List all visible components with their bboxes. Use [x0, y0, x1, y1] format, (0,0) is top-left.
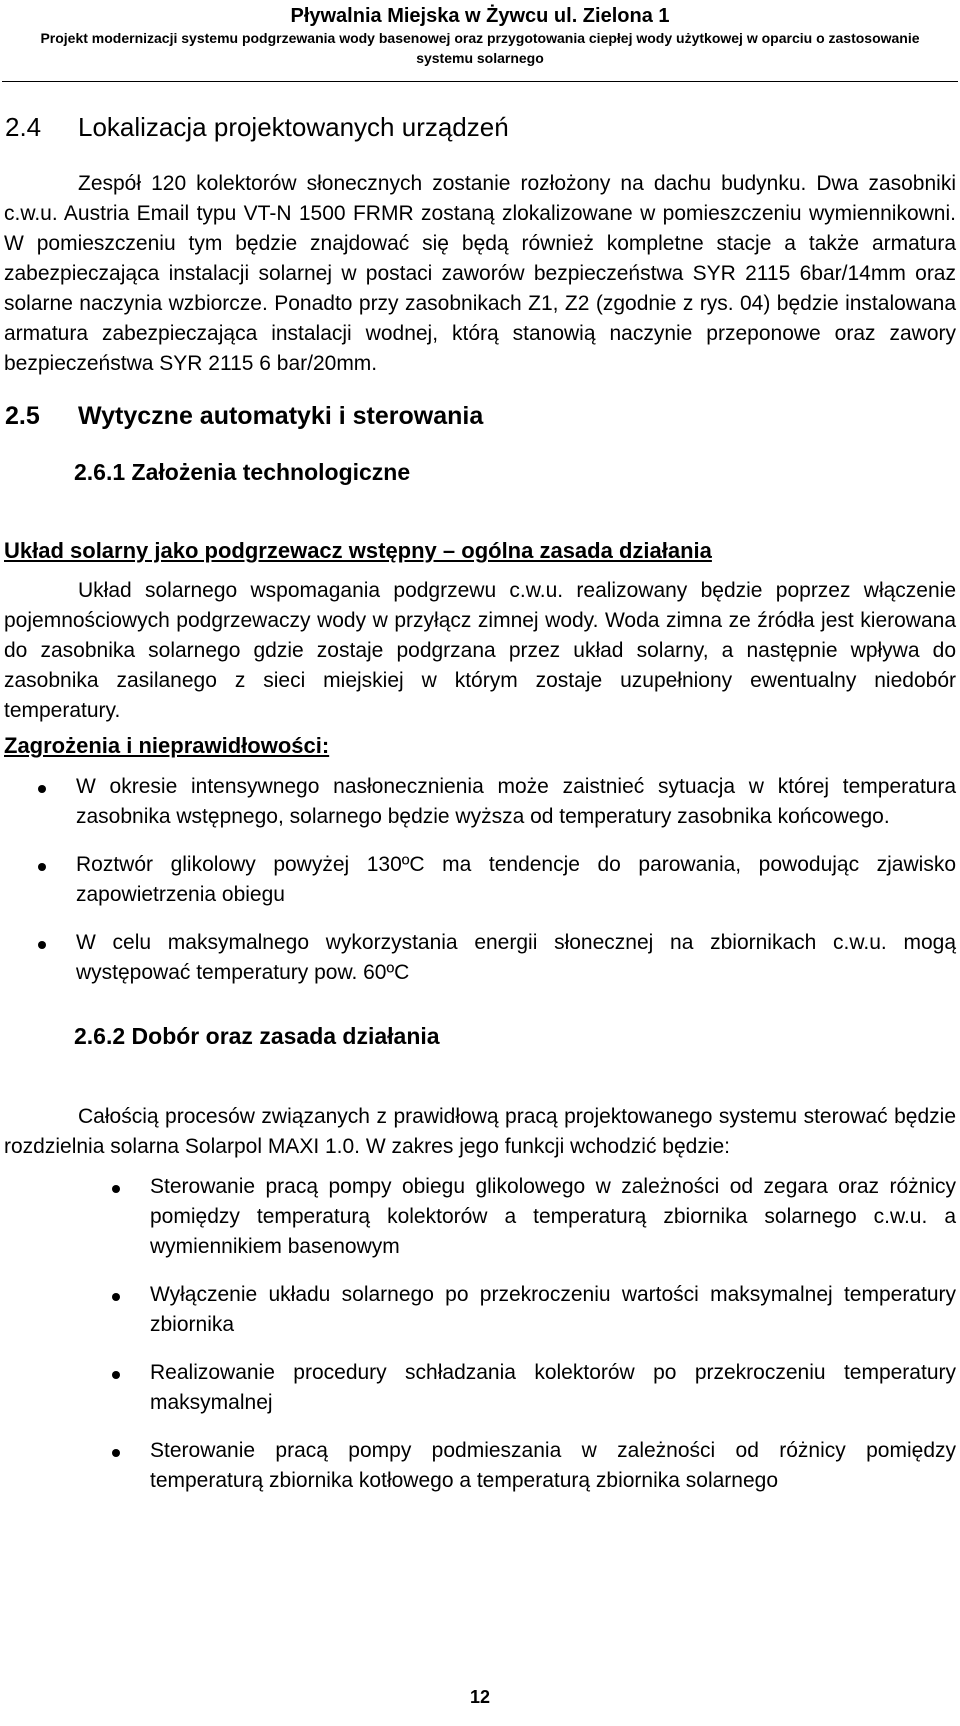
hazard-item: Roztwór glikolowy powyżej 130ºC ma tendencje do parowania, powodując zjawisko zapowietrzenia obiegu — [38, 850, 956, 910]
bullet-icon — [38, 941, 46, 949]
bullet-icon — [38, 785, 46, 793]
section-2-5-number: 2.5 — [5, 402, 40, 430]
bullet-icon — [38, 863, 46, 871]
hazards-list — [38, 772, 956, 988]
controller-functions-list — [112, 1172, 956, 1496]
hazards-heading: Zagrożenia i nieprawidłowości: — [4, 733, 330, 758]
function-item: Realizowanie procedury schładzania kolektorów po przekroczeniu temperatury maksymalnej — [112, 1358, 956, 1418]
bullet-icon — [112, 1185, 120, 1193]
function-item: Wyłączenie układu solarnego po przekroczeniu wartości maksymalnej temperatury zbiornika — [112, 1280, 956, 1340]
function-item: Sterowanie pracą pompy obiegu glikolowego w zależności od zegara oraz różnicy pomiędzy temperaturą kolektorów a temperaturą zbiornika solarnego c.w.u. a wymiennikiem basenowym — [112, 1172, 956, 1262]
section-2-5-heading — [5, 400, 483, 432]
page-number: 12 — [469, 1687, 491, 1707]
document-header-subtitle: Projekt modernizacji systemu podgrzewania wody basenowej oraz przygotowania ciepłej wody użytkowej w oparciu o zastosowanie systemu solarnego — [40, 30, 920, 66]
section-2-4-number: 2.4 — [5, 112, 42, 142]
section-2-5-title: Wytyczne automatyki i sterowania — [78, 402, 484, 430]
function-item: Sterowanie pracą pompy podmieszania w zależności od różnicy pomiędzy temperaturą zbiornika kotłowego a temperaturą zbiornika solarnego — [112, 1436, 956, 1496]
section-2-4-title: Lokalizacja projektowanych urządzeń — [78, 112, 509, 142]
section-2-4-paragraph: Zespół 120 kolektorów słonecznych zostanie rozłożony na dachu budynku. Dwa zasobniki c.w.u. Austria Email typu VT-N 1500 FRMR zostaną zlokalizowane w pomieszczeniu wymiennikowni. W pomieszczeniu tym będzie znajdować się będą również kompletne stacje a także armatura zabezpieczająca instalacji solarnej w postaci zaworów bezpieczeństwa SYR 2115 6bar/14mm oraz solarne naczynia wzbiorcze. Ponadto przy zasobnikach Z1, Z2 (zgodnie z rys. 04) będzie instalowana armatura zabezpieczająca instalacji wodnej, którą stanowią naczynie przeponowe oraz zawory bezpieczeństwa SYR 2115 6 bar/20mm. — [4, 172, 956, 375]
hazard-item: W okresie intensywnego nasłonecznienia może zaistnieć sytuacja w której temperatura zasobnika wstępnego, solarnego będzie wyższa od temperatury zasobnika końcowego. — [38, 772, 956, 832]
section-2-6-1-paragraph: Układ solarnego wspomagania podgrzewu c.w.u. realizowany będzie poprzez włączenie pojemnościowych podgrzewaczy wody w przyłącz zimnej wody. Woda zimna ze źródła jest kierowana do zasobnika solarnego gdzie zostaje podgrzana przez układ solarny, a następnie wpływa do zasobnika zasilanego z sieci miejskiej w którym zostaje uzupełniony ewentualny niedobór temperatury. — [4, 579, 956, 722]
bullet-icon — [112, 1371, 120, 1379]
header-divider — [2, 81, 958, 82]
bullet-icon — [112, 1293, 120, 1301]
document-header-title: Pływalnia Miejska w Żywcu ul. Zielona 1 — [290, 5, 670, 27]
bullet-icon — [112, 1449, 120, 1457]
section-2-4-heading — [5, 111, 509, 143]
hazard-item: W celu maksymalnego wykorzystania energii słonecznej na zbiornikach c.w.u. mogą występować temperatury pow. 60ºC — [38, 928, 956, 988]
section-2-6-1-heading: 2.6.1 Założenia technologiczne — [74, 459, 411, 485]
section-2-6-2-heading: 2.6.2 Dobór oraz zasada działania — [74, 1023, 440, 1049]
section-2-6-2-paragraph: Całością procesów związanych z prawidłową pracą projektowanego systemu sterować będzie rozdzielnia solarna Solarpol MAXI 1.0. W zakres jego funkcji wchodzić będzie: — [4, 1105, 956, 1158]
subsection-heading-solar-preheater: Układ solarny jako podgrzewacz wstępny – ogólna zasada działania — [4, 538, 712, 563]
